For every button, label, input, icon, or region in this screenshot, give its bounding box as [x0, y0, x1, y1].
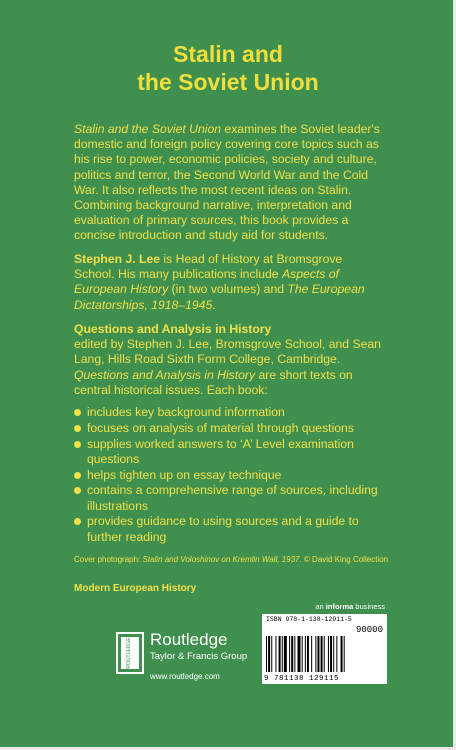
list-item: [74, 405, 386, 420]
informa-pre: an: [315, 602, 326, 611]
blurb-paragraph: [74, 122, 386, 244]
barcode: [262, 614, 387, 684]
list-item: [74, 514, 386, 544]
feature-list: [74, 405, 386, 545]
logo-text: ROUTLEDGE: [126, 637, 132, 669]
publisher-name: Routledge: [150, 630, 228, 649]
bullet-icon: [74, 518, 81, 525]
credit-suffix: . © David King Collection: [299, 555, 389, 564]
price-code: 90000: [355, 625, 383, 635]
bullet-icon: [74, 425, 81, 432]
series-name: Questions and Analysis in History: [74, 367, 256, 382]
credit-work: Stalin and Voloshinov on Kremlin Wall, 1937: [142, 555, 300, 564]
list-item-text: provides guidance to using sources and a guide to further reading: [87, 514, 359, 544]
isbn-digits: 9 781138 129115: [264, 675, 340, 683]
isbn-label: ISBN 978-1-138-12911-5: [266, 616, 352, 623]
subject-label: Modern European History: [74, 583, 197, 594]
blurb-text: examines the Soviet leader's domestic and foreign policy covering core topics such as his rise to power, economic policies, society and culture, politics and terror, the Second World War and the Cold War. It also reflects the most recent ideas on Stalin. Combining background narrative, interpretation and evaluation of primary sources, this book provides a concise introduction and study aid for students.: [74, 122, 380, 243]
list-item: [74, 483, 386, 513]
cover-credit: [74, 555, 404, 565]
bullet-icon: [74, 409, 81, 416]
bullet-icon: [74, 472, 81, 479]
informa-tagline: [272, 602, 385, 611]
author-text-3: .: [212, 297, 216, 312]
publisher-url: www.routledge.com: [150, 672, 220, 681]
list-item-text: contains a comprehensive range of sources, including illustrations: [87, 483, 378, 513]
list-item-text: includes key background information: [87, 405, 285, 419]
title-line-1: Stalin and: [173, 41, 283, 67]
list-item-text: focuses on analysis of material through questions: [87, 420, 354, 435]
bullet-icon: [74, 441, 81, 448]
series-heading: Questions and Analysis in History: [74, 322, 272, 336]
author-name: Stephen J. Lee: [74, 252, 161, 266]
list-item-text: helps tighten up on essay technique: [87, 467, 282, 482]
credit-prefix: Cover photograph:: [74, 555, 143, 564]
list-item-text: supplies worked answers to ‘A’ Level examination questions: [87, 436, 354, 466]
blurb-book-title: Stalin and the Soviet Union: [74, 122, 222, 136]
title-line-2: the Soviet Union: [137, 69, 319, 95]
author-text-2: (in two volumes) and: [168, 282, 288, 297]
author-paragraph: [74, 252, 386, 313]
barcode-bars-icon: [266, 636, 384, 672]
bullet-icon: [74, 487, 81, 494]
publisher-group: Taylor & Francis Group: [150, 651, 248, 662]
book-title: [0, 40, 456, 96]
list-item: [74, 468, 386, 483]
list-item: [74, 437, 386, 467]
routledge-logo-icon: [115, 632, 145, 675]
author-book-1: Aspects of European History: [74, 267, 339, 297]
author-text: is Head of History at Bromsgrove School. His many publications include: [74, 252, 343, 282]
series-editors: edited by Stephen J. Lee, Bromsgrove School, and Sean Lang, Hills Road Sixth Form College, Cambridge.: [74, 337, 381, 367]
informa-post: business: [353, 602, 385, 611]
informa-brand: informa: [325, 602, 354, 611]
author-book-2: The European Dictatorships, 1918–1945: [74, 282, 365, 312]
series-description: are short texts on central historical issues. Each book:: [74, 367, 353, 397]
list-item: [74, 421, 386, 436]
series-paragraph: [74, 322, 386, 398]
